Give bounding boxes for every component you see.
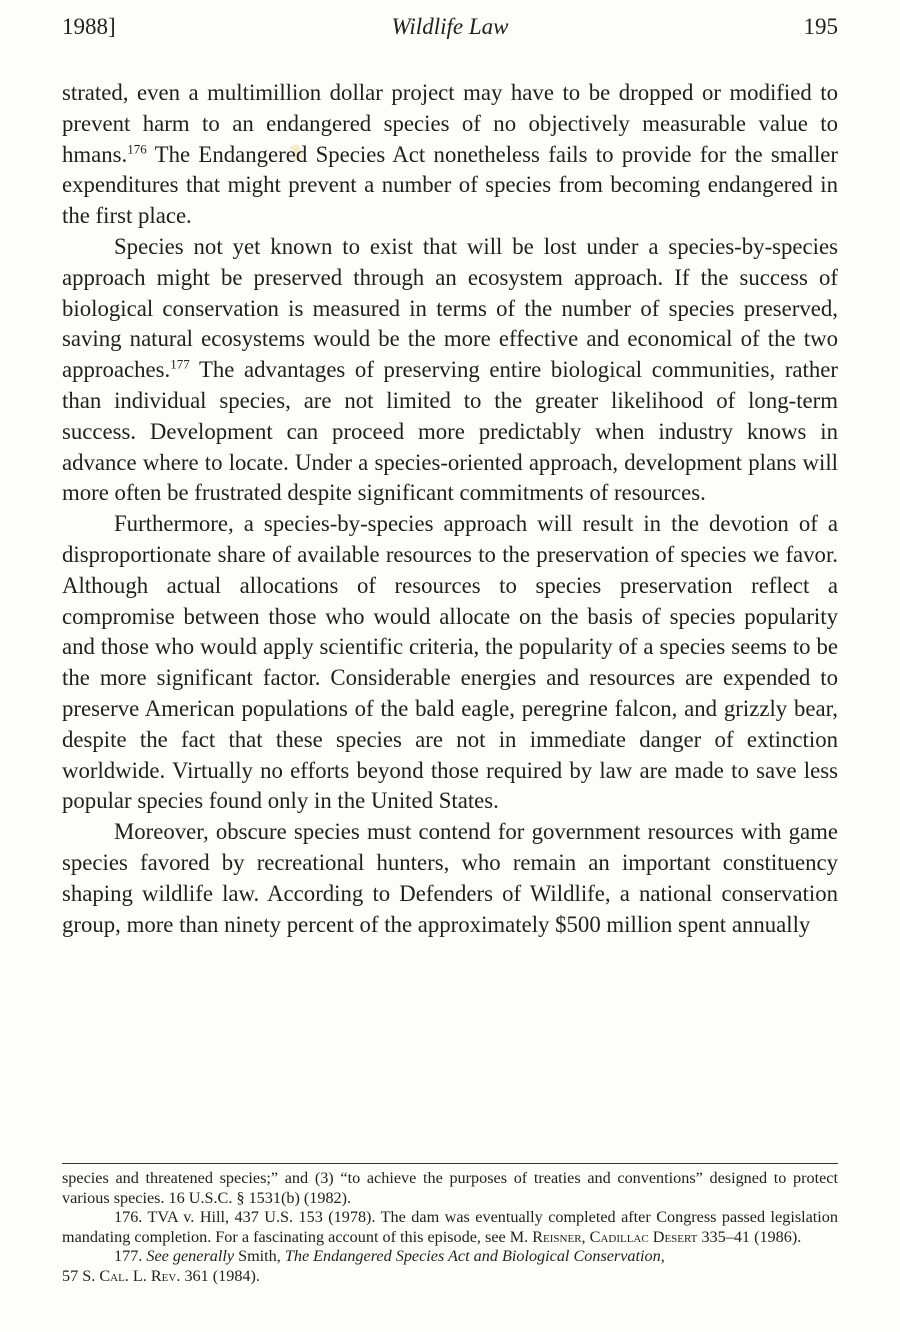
footnote-177-signal: See generally bbox=[146, 1247, 235, 1266]
footnote-177-volume: 57 S. bbox=[62, 1266, 100, 1285]
footnote-176-title: Cadillac Desert bbox=[589, 1227, 698, 1246]
footnote-177-journal: Cal. L. Rev. bbox=[99, 1266, 181, 1285]
footnote-rule bbox=[62, 1163, 838, 1164]
footnote-177-title: The Endangered Species Act and Biological Conservation, bbox=[284, 1247, 665, 1266]
footnote-177-author: Smith, bbox=[234, 1247, 285, 1266]
paragraph-1-text-c: The Endangered Species Act nonetheless fails to provide for the smaller expenditures that might prevent a number of species from becoming endangered in the first place. bbox=[62, 141, 838, 229]
footnote-ref-177[interactable]: 177 bbox=[170, 356, 190, 372]
footnote-176 bbox=[62, 1208, 838, 1247]
footnotes bbox=[62, 1169, 838, 1287]
paragraph-1-text-b: mans. bbox=[73, 141, 128, 167]
running-header bbox=[62, 14, 838, 48]
footnote-continued: species and threatened species;” and (3) “to achieve the purposes of treaties and conventions” designed to protect various species. 16 U.S.C. § 1531(b) (1982). bbox=[62, 1169, 838, 1207]
footnote-177-pages: 361 (1984). bbox=[180, 1266, 260, 1285]
paragraph-3: Furthermore, a species-by-species approach will result in the devotion of a disproportionate share of available resources to the preservation of species we favor. Although actual allocations of resources to species preservation reflect a compromise between those who would allocate on the basis of species popularity and those who would apply scientific criteria, the popularity of a species seems to be the more significant factor. Considerable energies and resources are expended to preserve American populations of the bald eagle, peregrine falcon, and grizzly bear, despite the fact that these species are not in immediate danger of extinction worldwide. Virtually no efforts beyond those required by law are made to save less popular species found only in the United States. bbox=[62, 511, 838, 814]
paragraph-1 bbox=[62, 78, 838, 232]
page-number: 195 bbox=[803, 14, 838, 39]
main-text bbox=[62, 78, 838, 940]
paragraph-1-text-a: strated, even a multimillion dollar project may have to be dropped or modified to prevent harm to an endangered species of no objectively measurable value to h bbox=[62, 80, 838, 167]
footnote-176-comma: , bbox=[581, 1227, 590, 1246]
footnote-176-author: Reisner bbox=[532, 1227, 582, 1246]
paragraph-4: Moreover, obscure species must contend for government resources with game species favored by recreational hunters, who remain an important constituency shaping wildlife law. According to Defenders of Wildlife, a national conservation group, more than ninety percent of the approximately $500 million spent annually bbox=[62, 819, 838, 937]
paragraph-2-text-b: The advantages of preserving entire biological communities, rather than individual species, are not limited to the greater likelihood of long-term success. Development can proceed more predictably when industry knows in advance where to locate. Under a species-oriented approach, development plans will more often be frustrated despite significant commitments of resources. bbox=[62, 357, 838, 506]
header-title: Wildlife Law bbox=[391, 14, 509, 39]
footnote-ref-176[interactable]: 176 bbox=[127, 141, 147, 156]
footnote-177 bbox=[62, 1247, 838, 1286]
paragraph-2 bbox=[62, 232, 838, 509]
footnote-177-number: 177. bbox=[114, 1247, 147, 1266]
paragraph-2-text-a: Species not yet known to exist that will be lost under a species-by-species approach might be preserved through an ecosystem approach. If the success of biological conservation is measured in terms of the number of species preserved, saving natural ecosystems would be the more effective and economical of the two approaches. bbox=[62, 233, 838, 383]
footnote-176-text: 176. TVA v. Hill, 437 U.S. 153 (1978). The dam was eventually completed after Congress passed legislation mandating completion. For a fascinating account of this episode, see M. bbox=[62, 1208, 838, 1246]
footnote-176-tail: 335–41 (1986). bbox=[697, 1227, 802, 1246]
header-year: 1988] bbox=[62, 14, 116, 39]
